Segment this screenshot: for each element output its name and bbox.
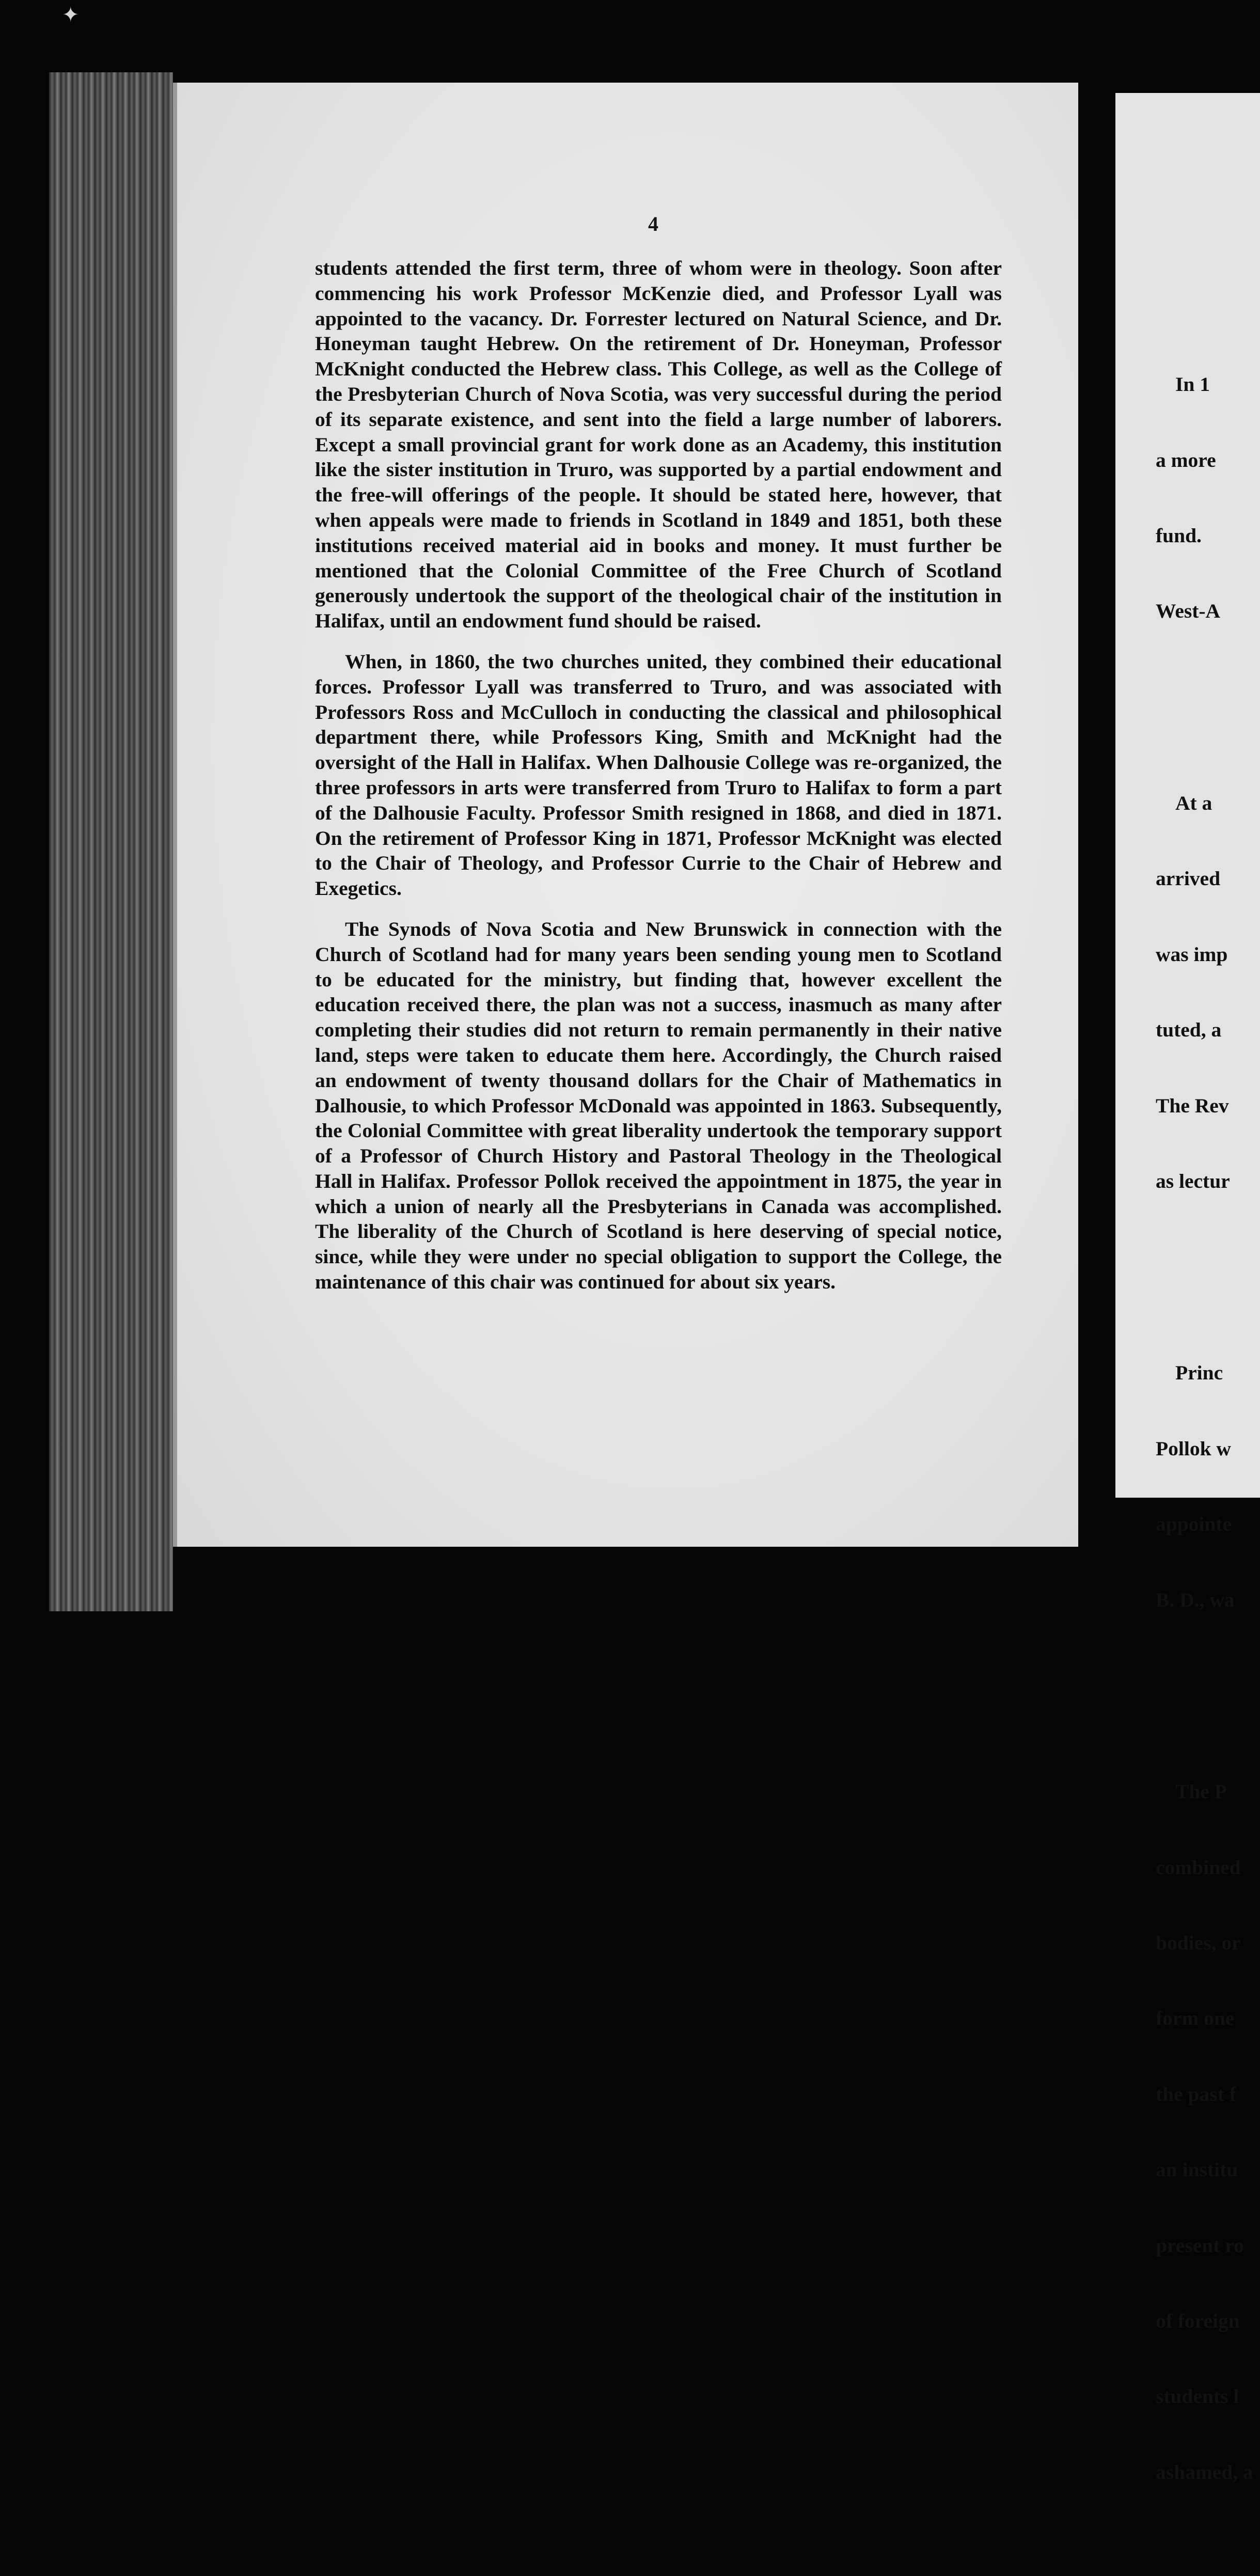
- right-line: a more: [1156, 448, 1216, 472]
- right-page-text-fragments: [1156, 271, 1253, 2576]
- left-page-body: [315, 256, 1002, 1310]
- right-line: present ro: [1156, 2234, 1244, 2257]
- right-line: combined: [1156, 1856, 1241, 1879]
- right-line: was imp: [1156, 943, 1228, 966]
- right-line: of foreign: [1156, 2309, 1240, 2332]
- right-line: At a: [1175, 791, 1212, 814]
- right-line: ashamed, a: [1156, 2460, 1253, 2484]
- right-line: tuted, a: [1156, 1018, 1222, 1042]
- right-line: form one: [1156, 2007, 1235, 2030]
- right-line: In 1: [1175, 373, 1210, 396]
- right-block-2: [1156, 740, 1253, 1244]
- page-number: 4: [648, 212, 658, 235]
- paragraph-1: students attended the first term, three of whom were in theology. Soon after commencing his work Professor McKenzie died, and Professor Lyall was appointed to the vacancy. Dr. Forrester lectured on Natural Science, and Dr. Honeyman taught Hebrew. On the retirement of Dr. Honeyman, Professor McKnight conducted the Hebrew class. This College, as well as the College of the Presbyterian Church of Nova Scotia, was very successful during the period of its separate existence, and sent into the field a large number of laborers. Except a small provincial grant for work done as an Academy, this institution like the sister institution in Truro, was supported by a partial endowment and the free-will offerings of the people. It should be stated here, however, that when appeals were made to friends in Scotland in 1849 and 1851, both these institutions received material aid in books and money. It must further be mentioned that the Colonial Committee of the Free Church of Scotland generously undertook the support of the theological chair of the institution in Halifax, until an endowment fund should be raised.: [315, 257, 1002, 633]
- right-line: Princ: [1175, 1361, 1223, 1385]
- right-line: the past f: [1156, 2082, 1236, 2106]
- right-line: fund.: [1156, 524, 1202, 547]
- right-line: The P: [1175, 1780, 1227, 1803]
- scan-mark-top-left: ✦: [62, 3, 80, 26]
- right-line: arrived: [1156, 867, 1221, 890]
- right-line: B. D., wa: [1156, 1588, 1235, 1611]
- paragraph-3: The Synods of Nova Scotia and New Brunswick in connection with the Church of Scotland had for many years been sending young men to Scotland to be educated for the ministry, but finding that, however excellent the education received there, the plan was not a success, inasmuch as many after completing their studies did not return to remain permanently in their native land, steps were taken to educate them here. Accordingly, the Church raised an endowment of twenty thousand dollars for the Chair of Mathematics in Dalhousie, to which Professor McDonald was appointed in 1863. Subsequently, the Colonial Committee with great liberality undertook the temporary support of a Professor of Church History and Pastoral Theology in the Theological Hall in Halifax. Professor Pollok received the appointment in 1875, the year in which a union of nearly all the Presbyterians in Canada was accomplished. The liberality of the Church of Scotland is here deserving of special notice, since, while they were under no special obligation to support the College, the maintenance of this chair was continued for about six years.: [315, 917, 1002, 1294]
- book-page-edges: [49, 72, 173, 1611]
- right-line: appointe: [1156, 1513, 1232, 1536]
- right-line: West-A: [1156, 600, 1221, 623]
- right-line: an institu: [1156, 2158, 1238, 2181]
- right-block-3: [1156, 1310, 1253, 1663]
- right-line: The Rev: [1156, 1094, 1229, 1117]
- paragraph-2: When, in 1860, the two churches united, they combined their educational forces. Professor Lyall was transferred to Truro, and was associated with Professors Ross and McCulloch in conducting the classical and philosophical department there, while Professors King, Smith and McKnight had the oversight of the Hall in Halifax. When Dalhousie College was re-organized, the three professors in arts were transferred from Truro to Halifax to form a part of the Dalhousie Faculty. Professor Smith resigned in 1868, and died in 1871. On the retirement of Professor King in 1871, Professor McKnight was elected to the Chair of Theology, and Professor Currie to the Chair of Hebrew and Exegetics.: [315, 650, 1002, 900]
- right-block-4: [1156, 1729, 1253, 2536]
- right-line: as lectur: [1156, 1169, 1230, 1192]
- right-line: Pollok w: [1156, 1437, 1231, 1460]
- right-line: students l: [1156, 2385, 1239, 2408]
- right-line: bodies, or: [1156, 1931, 1241, 1954]
- right-block-1: [1156, 322, 1253, 674]
